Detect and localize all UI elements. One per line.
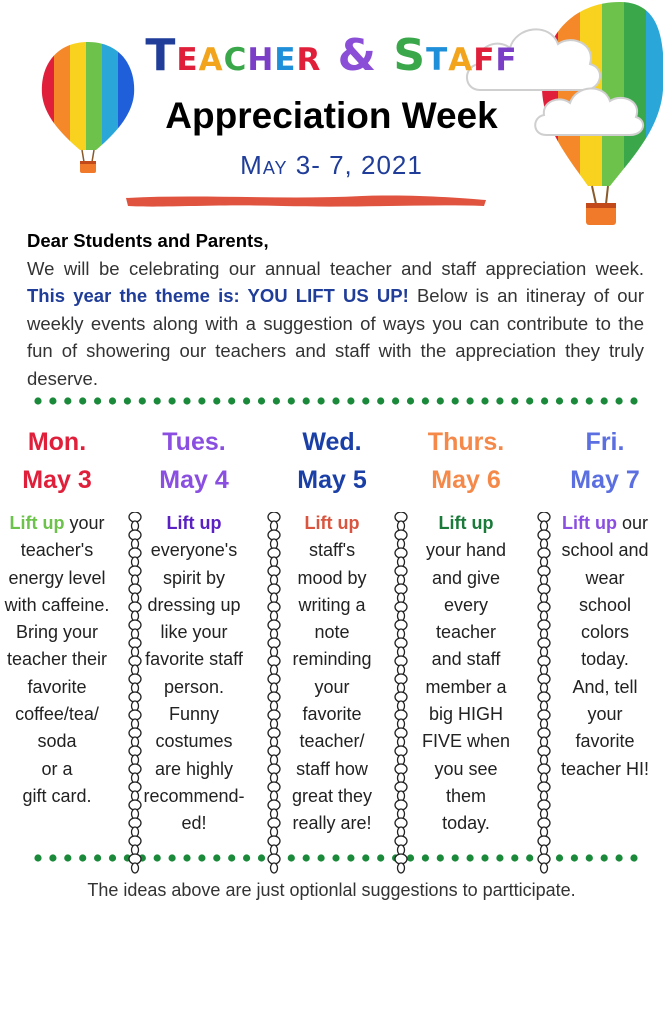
day-name: Wed. bbox=[302, 428, 362, 456]
activity-line: note bbox=[314, 622, 350, 643]
activity-line: today. bbox=[442, 813, 490, 834]
dot bbox=[124, 397, 131, 404]
dot bbox=[288, 854, 295, 861]
dot bbox=[452, 854, 459, 861]
dot bbox=[109, 397, 116, 404]
dot bbox=[347, 854, 354, 861]
dot bbox=[511, 397, 518, 404]
dot bbox=[303, 854, 310, 861]
chain-link bbox=[398, 863, 405, 873]
title-word-staff-letter: S bbox=[393, 30, 427, 81]
dot bbox=[258, 397, 265, 404]
activity-line: favorite staff bbox=[145, 649, 243, 670]
activity-line: colors bbox=[580, 622, 629, 643]
activity-line: FIVE when bbox=[421, 731, 511, 752]
dot bbox=[169, 397, 176, 404]
dot bbox=[347, 397, 354, 404]
activity-line: dressing up bbox=[147, 594, 241, 615]
lift-up-label: Lift up bbox=[561, 513, 617, 533]
dot bbox=[332, 854, 339, 861]
title-teacher-staff bbox=[0, 30, 663, 81]
chain-link bbox=[132, 863, 139, 873]
title-word-teacher bbox=[145, 30, 321, 81]
activity-line: soda bbox=[37, 731, 77, 752]
activity-line: your bbox=[314, 676, 350, 697]
dot bbox=[288, 397, 295, 404]
activity-line: you see bbox=[434, 758, 498, 779]
day-heading bbox=[127, 423, 261, 499]
dot bbox=[616, 854, 623, 861]
activity-line: and staff bbox=[431, 649, 501, 670]
activity-line: staff's bbox=[308, 540, 356, 561]
dot bbox=[94, 397, 101, 404]
activity-line: really are! bbox=[292, 813, 372, 834]
dot bbox=[437, 397, 444, 404]
dot bbox=[79, 854, 86, 861]
title-word-staff-letter: a bbox=[448, 30, 474, 81]
dot bbox=[496, 397, 503, 404]
activity-line: teacher their bbox=[6, 649, 108, 670]
letter-text-after: Below is an itineray of our weekly events along with a suggestion of ways you can contribute to the fun of showering our teachers and staff with the appreciation they truly deserve. bbox=[27, 285, 645, 389]
dot bbox=[49, 854, 56, 861]
dot bbox=[362, 854, 369, 861]
title-word-staff-letter: f bbox=[495, 30, 518, 81]
activity-line: teacher/ bbox=[299, 731, 365, 752]
activity-line: And, tell bbox=[572, 676, 638, 697]
lift-up-label: Lift up bbox=[304, 513, 360, 533]
lift-up-label: Lift up bbox=[166, 513, 222, 533]
activity-line bbox=[127, 510, 261, 537]
dot bbox=[616, 397, 623, 404]
dot bbox=[139, 397, 146, 404]
activity-line: Funny bbox=[168, 704, 220, 725]
dot bbox=[556, 854, 563, 861]
dot bbox=[556, 397, 563, 404]
dot bbox=[481, 397, 488, 404]
day-name: Tues. bbox=[162, 428, 226, 456]
dot bbox=[407, 397, 414, 404]
dot bbox=[362, 397, 369, 404]
dot bbox=[601, 854, 608, 861]
dot bbox=[183, 854, 190, 861]
title-ampersand: & bbox=[321, 30, 394, 81]
dot bbox=[109, 854, 116, 861]
theme-statement: This year the theme is: YOU LIFT US UP! bbox=[27, 285, 409, 306]
activity-line: teacher HI! bbox=[560, 758, 650, 779]
dot bbox=[49, 397, 56, 404]
title-word-teacher-letter: e bbox=[274, 30, 297, 81]
activity-line: like your bbox=[160, 622, 228, 643]
activity-line: spirit by bbox=[162, 567, 225, 588]
activity-line: great they bbox=[291, 785, 373, 806]
activity-line bbox=[0, 510, 124, 537]
activity-line: mood by bbox=[297, 567, 367, 588]
chain-link bbox=[271, 863, 278, 873]
dot bbox=[630, 397, 637, 404]
dot bbox=[377, 854, 384, 861]
day-heading bbox=[265, 423, 399, 499]
dot bbox=[526, 397, 533, 404]
dot bbox=[332, 397, 339, 404]
title-word-teacher-letter: c bbox=[223, 30, 248, 81]
brush-stroke-divider bbox=[122, 190, 490, 212]
activity-line: your bbox=[587, 704, 623, 725]
day-date: May 7 bbox=[570, 466, 640, 494]
chain-divider-icon bbox=[393, 512, 409, 874]
lift-up-label: Lift up bbox=[438, 513, 494, 533]
activity-line: costumes bbox=[155, 731, 233, 752]
dot bbox=[467, 397, 474, 404]
day-activity bbox=[265, 510, 399, 838]
activity-line: or a bbox=[41, 758, 73, 779]
dot bbox=[541, 397, 548, 404]
activity-line bbox=[265, 510, 399, 537]
title-word-teacher-letter: T bbox=[145, 30, 177, 81]
activity-line: everyone's bbox=[150, 540, 238, 561]
dot bbox=[213, 854, 220, 861]
activity-line: school and bbox=[561, 540, 649, 561]
dot bbox=[79, 397, 86, 404]
activity-line: favorite bbox=[302, 704, 362, 725]
dot bbox=[154, 854, 161, 861]
activity-line: writing a bbox=[298, 594, 366, 615]
dot bbox=[318, 397, 325, 404]
letter-text-before: We will be celebrating our annual teacher and staff appreciation week. bbox=[27, 257, 644, 279]
activity-line: member a bbox=[425, 676, 507, 697]
dot bbox=[243, 854, 250, 861]
day-date: May 6 bbox=[431, 466, 501, 494]
activity-text: our bbox=[616, 513, 648, 533]
activity-line: energy level bbox=[8, 567, 106, 588]
activity-line: person. bbox=[163, 676, 225, 697]
dot bbox=[273, 397, 280, 404]
dot bbox=[34, 397, 41, 404]
dot bbox=[64, 854, 71, 861]
dot bbox=[154, 397, 161, 404]
activity-line: every bbox=[443, 594, 488, 615]
activity-line: with caffeine. bbox=[4, 594, 110, 615]
dot bbox=[377, 397, 384, 404]
dot bbox=[183, 397, 190, 404]
dot bbox=[318, 854, 325, 861]
chain-divider-icon bbox=[266, 512, 282, 874]
dot bbox=[258, 854, 265, 861]
dot bbox=[392, 397, 399, 404]
day-heading bbox=[0, 423, 124, 499]
dot bbox=[228, 397, 235, 404]
letter-body bbox=[27, 255, 644, 393]
activity-line: teacher bbox=[435, 622, 497, 643]
activity-line: gift card. bbox=[22, 785, 92, 806]
activity-line: and give bbox=[431, 567, 501, 588]
day-date: May 3 bbox=[22, 466, 92, 494]
dot bbox=[526, 854, 533, 861]
activity-line bbox=[399, 510, 533, 537]
day-name: Fri. bbox=[585, 428, 625, 456]
title-word-teacher-letter: h bbox=[247, 30, 275, 81]
activity-line: coffee/tea/ bbox=[15, 704, 99, 725]
activity-line bbox=[538, 510, 663, 537]
chain-divider-icon bbox=[536, 512, 552, 874]
activity-line: your hand bbox=[425, 540, 507, 561]
activity-line: today. bbox=[581, 649, 629, 670]
greeting: Dear Students and Parents, bbox=[27, 230, 269, 251]
title-word-staff-letter: f bbox=[473, 30, 496, 81]
event-date: May 3- 7, 2021 bbox=[240, 150, 423, 180]
lift-up-label: Lift up bbox=[9, 513, 65, 533]
dot bbox=[243, 397, 250, 404]
dot bbox=[481, 854, 488, 861]
title-word-staff bbox=[393, 30, 517, 81]
dot bbox=[64, 397, 71, 404]
activity-line: wear bbox=[585, 567, 625, 588]
title-word-teacher-letter: a bbox=[198, 30, 224, 81]
title-word-teacher-letter: r bbox=[296, 30, 322, 81]
dotted-divider-top bbox=[34, 394, 638, 408]
dot bbox=[586, 854, 593, 861]
dot bbox=[422, 397, 429, 404]
dot bbox=[571, 854, 578, 861]
dot bbox=[198, 854, 205, 861]
activity-line: reminding bbox=[292, 649, 372, 670]
title-word-teacher-letter: e bbox=[176, 30, 199, 81]
activity-line: recommend- bbox=[143, 785, 245, 806]
activity-line: teacher's bbox=[20, 540, 94, 561]
dot bbox=[198, 397, 205, 404]
dot bbox=[630, 854, 637, 861]
dot bbox=[437, 854, 444, 861]
dot bbox=[303, 397, 310, 404]
activity-line: are highly bbox=[154, 758, 234, 779]
day-date: May 5 bbox=[297, 466, 367, 494]
activity-line: favorite bbox=[575, 731, 635, 752]
day-activity bbox=[538, 510, 663, 783]
dot bbox=[94, 854, 101, 861]
title-word-staff-letter: t bbox=[426, 30, 449, 81]
footer-note: The ideas above are just optionlal suggestions to partticipate. bbox=[87, 880, 576, 900]
day-name: Mon. bbox=[27, 428, 87, 456]
day-date: May 4 bbox=[159, 466, 229, 494]
dot bbox=[511, 854, 518, 861]
dot bbox=[601, 397, 608, 404]
day-activity bbox=[0, 510, 124, 810]
activity-line: Bring your bbox=[15, 622, 99, 643]
activity-line: big HIGH bbox=[428, 704, 504, 725]
activity-line: favorite bbox=[27, 676, 87, 697]
dot bbox=[213, 397, 220, 404]
day-name: Thurs. bbox=[427, 428, 505, 456]
dot bbox=[496, 854, 503, 861]
dot bbox=[422, 854, 429, 861]
dot bbox=[467, 854, 474, 861]
dot bbox=[169, 854, 176, 861]
dot bbox=[228, 854, 235, 861]
activity-line: ed! bbox=[181, 813, 207, 834]
chain-link bbox=[541, 863, 548, 873]
dot bbox=[571, 397, 578, 404]
day-activity bbox=[127, 510, 261, 838]
day-heading bbox=[399, 423, 533, 499]
intro-letter bbox=[27, 227, 644, 392]
dot bbox=[452, 397, 459, 404]
day-activity bbox=[399, 510, 533, 838]
title-appreciation-week: Appreciation Week bbox=[165, 95, 498, 136]
dot bbox=[34, 854, 41, 861]
chain-divider-icon bbox=[127, 512, 143, 874]
activity-text: your bbox=[64, 513, 105, 533]
dot bbox=[586, 397, 593, 404]
day-heading bbox=[538, 423, 663, 499]
activity-line: school bbox=[578, 594, 632, 615]
activity-line: them bbox=[445, 785, 487, 806]
activity-line: staff how bbox=[296, 758, 368, 779]
